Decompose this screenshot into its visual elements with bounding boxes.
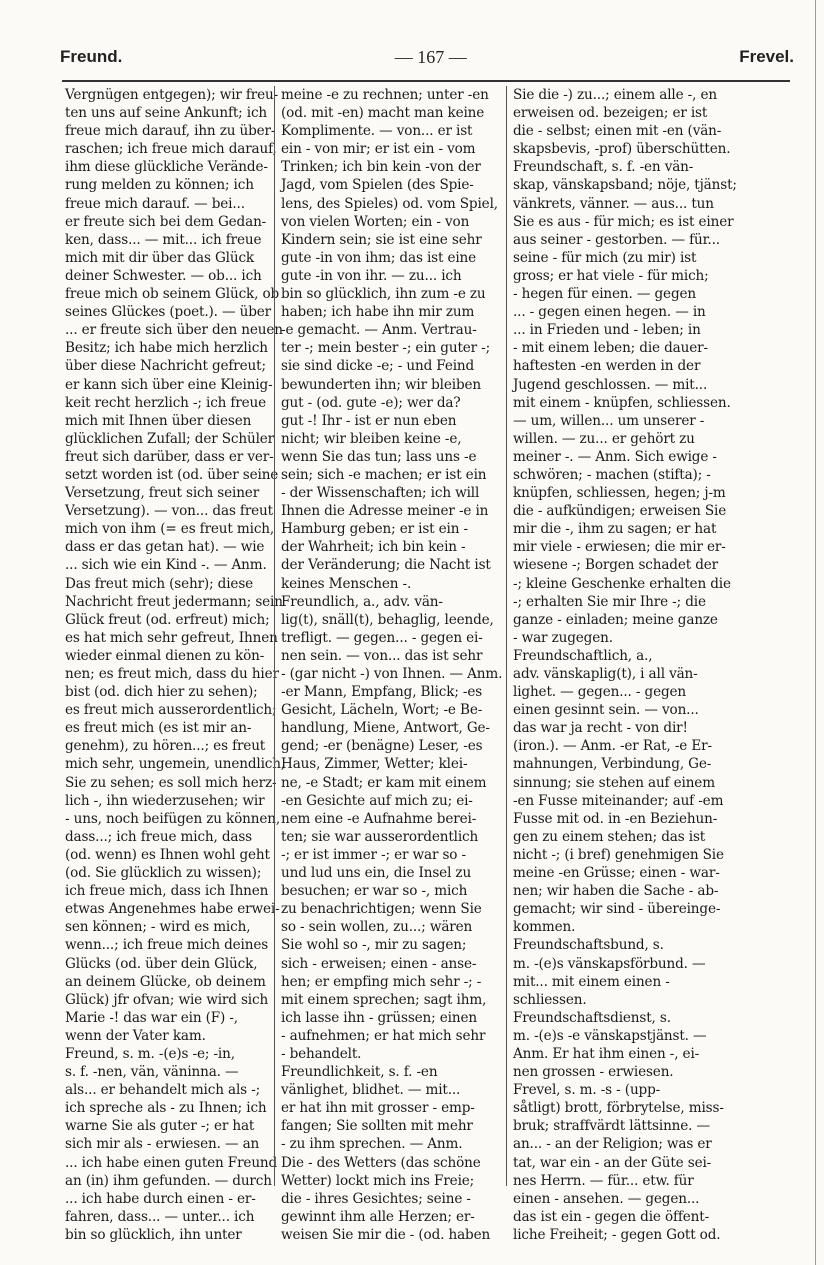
text-line: freue mich darauf, ihn zu über- [65,123,276,140]
text-line: wiesene -; Borgen schadet der [513,557,719,574]
text-line: glücklichen Zufall; der Schüler [65,430,275,447]
text-line: ... er freute sich über den neuen [65,322,283,339]
text-line: nen grossen - erwiesen. [513,1064,674,1081]
text-line: Versetzung, freut sich seiner [65,485,260,502]
text-line: mit einem - knüpfen, schliessen. [513,394,731,411]
text-line: mich sehr, ungemein, unendlich, [65,756,286,773]
text-line: Sie es aus - für mich; es ist einer [513,213,734,230]
text-line: (iron.). — Anm. -er Rat, -e Er- [513,738,712,755]
text-line: über diese Nachricht gefreut; [65,358,266,375]
text-line: ihm diese glückliche Verände- [65,159,268,176]
text-line: skapsbevis, -prof) überschütten. [513,141,731,158]
text-line: Haus, Zimmer, Wetter; klei- [281,756,468,773]
text-line: kommen. [513,919,576,936]
text-line: mir viele - erwiesen; die mir er- [513,539,726,556]
text-line: freut sich darüber, dass er ver- [65,448,274,465]
text-line: Die - des Wetters (das schöne [281,1154,481,1171]
header-left-headword: Freund. [60,47,123,66]
header-right-headword: Frevel. [739,47,794,66]
text-line: — um, willen... um unserer - [513,412,705,429]
text-line: Glück) jfr ofvan; wie wird sich [65,991,269,1008]
text-line: seine - für mich (zu mir) ist [513,249,697,266]
text-line: (od. Sie glücklich zu wissen); [65,865,262,882]
text-line: s. f. -nen, vän, väninna. — [65,1064,239,1081]
text-line: etwas Angenehmes habe erwei- [65,901,280,918]
text-line: die - selbst; einen mit -en (vän- [513,123,722,140]
text-line: es hat mich sehr gefreut, Ihnen [65,629,278,646]
text-line: Sie die -) zu...; einem alle -, en [513,87,717,103]
text-line: ich lasse ihn - grüssen; einen [281,1009,477,1026]
text-line: das war ja recht - von dir! [513,720,688,737]
text-line: m. -(e)s vänskapsförbund. — [513,955,706,972]
text-line: mit... mit einem einen - [513,973,670,990]
text-line: Besitz; ich habe mich herzlich [65,340,268,357]
text-line: wenn der Vater kam. [65,1027,206,1044]
page-header [60,42,794,72]
text-line: nicht; wir bleiben keine -e, [281,430,462,447]
text-line: Anm. Er hat ihm einen -, ei- [513,1045,700,1062]
text-line: Glück freut (od. erfreut) mich; [65,611,270,628]
text-line: gute -in von ihr. — zu... ich [281,267,462,284]
text-line: er hat ihn mit grosser - emp- [281,1100,475,1117]
text-line: handlung, Miene, Antwort, Ge- [281,720,490,737]
text-line: Freundlichkeit, s. f. -en [281,1064,438,1081]
text-line: von vielen Worten; ein - von [281,213,470,230]
text-line: einen - ansehen. — gegen... [513,1190,700,1207]
text-line: rung melden zu können; ich [65,177,254,194]
text-line: Freund, s. m. -(e)s -e; -in, [65,1045,235,1062]
text-line: Freundlich, a., adv. vän- [281,593,443,610]
text-line: mahnungen, Verbindung, Ge- [513,756,712,773]
text-line: ten uns auf seine Ankunft; ich [65,105,268,122]
text-line: bin so glücklich, ihn unter [65,1226,242,1243]
text-line: Wetter) lockt mich ins Freie; [281,1172,475,1189]
text-line: gend; -er (benägne) Leser, -es [281,738,483,755]
text-line: sich - erweisen; einen - anse- [281,955,477,972]
text-line: bruk; straffvärdt lättsinne. — [513,1118,710,1135]
text-line: Fusse mit od. in -en Beziehun- [513,810,718,827]
text-line: Frevel, s. m. -s - (upp- [513,1082,661,1099]
text-line: einen gesinnt sein. — von... [513,702,699,719]
text-line: -; er ist immer -; er war so - [281,846,466,863]
text-line: ... sich wie ein Kind -. — Anm. [65,557,267,574]
text-line: Jagd, vom Spielen (des Spie- [281,177,474,194]
text-line: an... - an der Religion; was er [513,1136,712,1153]
text-line: Freundschaftsbund, s. [513,937,664,954]
text-line: zu benachrichtigen; wenn Sie [281,901,482,918]
text-line: ten; sie war ausserordentlich [281,828,479,845]
text-line: Gesicht, Lächeln, Wort; -e Be- [281,702,483,719]
text-line: er kann sich über eine Kleinig- [65,376,273,393]
text-line: gemacht; wir sind - übereinge- [513,901,721,918]
page-edge [815,0,816,1265]
text-line: besuchen; er war so -, mich [281,883,468,900]
text-line: wenn...; ich freue mich deines [65,937,269,954]
text-line: Hamburg geben; er ist ein - [281,521,468,538]
text-line: ich spreche als - zu Ihnen; ich [65,1100,267,1117]
text-line: Kindern sein; sie ist eine sehr [281,231,482,248]
text-line: die - ihres Gesichtes; seine - [281,1190,471,1207]
text-line: er freute sich bei dem Gedan- [65,213,267,230]
text-line: ... ich habe einen guten Freund [65,1154,278,1171]
text-line: -; erhalten Sie mir Ihre -; die [513,593,706,610]
text-line: mit einem sprechen; sagt ihm, [281,991,487,1008]
text-line: -; kleine Geschenke erhalten die [513,575,731,592]
text-line: sinnung; sie stehen auf einem [513,774,715,791]
text-line: wenn Sie das tun; lass uns -e [281,448,477,465]
text-line: knüpfen, schliessen, hegen; j-m [513,485,726,502]
text-columns [65,86,811,1243]
text-line: mir die -, ihm zu sagen; er hat [513,521,717,538]
text-line: fahren, dass... — unter... ich [65,1208,255,1225]
text-line: nen sein. — von... das ist sehr [281,647,483,664]
text-line: bin so glücklich, ihn zum -e zu [281,286,486,303]
text-line: haben; ich habe ihn mir zum [281,304,475,321]
text-line: - mit einem leben; die dauer- [513,340,708,357]
text-line: Jugend geschlossen. — mit... [513,376,708,393]
text-line: dass er das getan hat). — wie [65,539,265,556]
text-line: der Veränderung; die Nacht ist [281,557,491,574]
text-line: - zu ihm sprechen. — Anm. [281,1136,463,1153]
text-line: keines Menschen -. [281,575,412,592]
text-line: sen können; - wird es mich, [65,919,251,936]
text-line: mich mit dir über das Glück [65,249,255,266]
header-rule [62,80,790,82]
text-line: es freut mich (es ist mir an- [65,720,252,737]
text-line: lens, des Spieles) od. vom Spiel, [281,195,498,212]
text-line: - der Wissenschaften; ich will [281,485,480,502]
text-line: als... er behandelt mich als -; [65,1082,261,1099]
text-line: ter -; mein bester -; ein guter -; [281,340,491,357]
text-line: Versetzung). — von... das freut [65,503,273,520]
text-line: ne, -e Stadt; er kam mit einem [281,774,487,791]
text-line: vänlighet, blidhet. — mit... [281,1082,461,1099]
text-line: Ihnen die Adresse meiner -e in [281,503,489,520]
text-line: lighet. — gegen... - gegen [513,684,687,701]
text-line: fangen; Sie sollten mit mehr [281,1118,473,1135]
column-1 [65,86,286,1243]
text-line: schliessen. [513,991,587,1008]
text-line: ... ich habe durch einen - er- [65,1190,256,1207]
text-line: Freundschaftsdienst, s. [513,1009,671,1026]
text-line: haftesten -en werden in der [513,358,701,375]
text-line: hen; er empfing mich sehr -; - [281,973,482,990]
text-line: meine -en Grüsse; einen - war- [513,865,720,882]
text-line: die - aufkündigen; erweisen Sie [513,503,727,520]
text-line: adv. vänskaplig(t), i all vän- [513,666,698,682]
text-line: nicht -; (i bref) genehmigen Sie [513,846,724,863]
text-line: -en Fusse miteinander; auf -em [513,792,724,809]
text-line: -en Gesichte auf mich zu; ei- [281,792,473,809]
text-line: - war zugegen. [513,629,613,646]
text-line: bist (od. dich hier zu sehen); [65,684,258,701]
text-line: gut -! Ihr - ist er nun eben [281,412,457,429]
text-line: Sie zu sehen; es soll mich herz- [65,774,277,791]
text-line: Komplimente. — von... er ist [281,123,473,140]
text-line: freue mich darauf. — bei... [65,195,245,212]
text-line: ... in Frieden und - leben; in [513,322,701,339]
text-line: gross; er hat viele - für mich; [513,267,709,284]
text-line: skap, vänskapsband; nöje, tjänst; [513,177,737,194]
text-line: nem eine -e Aufnahme berei- [281,810,477,827]
text-line: aus seiner - gestorben. — für... [513,231,720,248]
text-line: schwören; - machen (stifta); - [513,466,711,483]
text-line: so - sein wollen, zu...; wären [281,919,473,936]
text-line: warne Sie als guter -; er hat [65,1118,255,1135]
text-line: sie sind dicke -e; - und Feind [281,358,475,375]
text-line: (od. mit -en) macht man keine [281,105,485,122]
text-line: es freut mich ausserordentlich; [65,702,277,719]
page-number: — 167 — [394,46,467,67]
text-line: sein; sich -e machen; er ist ein [281,466,487,483]
text-line: der Wahrheit; ich bin kein - [281,539,466,556]
text-line: - hegen für einen. — gegen [513,286,696,303]
text-line: liche Freiheit; - gegen Gott od. [513,1226,721,1243]
text-line: meiner -. — Anm. Sich ewige - [513,448,717,465]
text-line: ich freue mich, dass ich Ihnen [65,883,269,900]
text-line: Vergnügen entgegen); wir freu- [65,87,279,103]
text-line: erweisen od. bezeigen; er ist [513,105,708,122]
text-line: Nachricht freut jedermann; sein [65,593,283,610]
text-line: Trinken; ich bin kein -von der [281,159,481,176]
text-line: freue mich ob seinem Glück, ob [65,286,280,303]
text-line: ken, dass... — mit... ich freue [65,231,262,248]
text-line: an deinem Glücke, ob deinem [65,973,266,990]
text-line: an (in) ihm gefunden. — durch [65,1172,272,1189]
text-line: keit recht herzlich -; ich freue [65,394,267,411]
text-line: nen; wir haben die Sache - ab- [513,883,719,900]
text-line: deiner Schwester. — ob... ich [65,267,262,284]
text-line: willen. — zu... er gehört zu [513,430,695,447]
text-line: gen zu einem stehen; das ist [513,828,706,845]
text-line: dass...; ich freue mich, dass [65,828,253,845]
text-line: Marie -! das war ein (F) -, [65,1009,238,1026]
text-line: Glücks (od. über dein Glück, [65,955,258,972]
text-line: - behandelt. [281,1045,362,1062]
text-line: raschen; ich freue mich darauf, [65,141,277,158]
text-line: vänkrets, vänner. — aus... tun [513,195,714,212]
text-line: (od. wenn) es Ihnen wohl geht [65,846,270,863]
text-line: gute -in von ihm; das ist eine [281,249,477,266]
text-line: ... - gegen einen hegen. — in [513,304,706,321]
text-line: seines Glückes (poet.). — über [65,304,271,321]
text-line: lig(t), snäll(t), behaglig, leende, [281,611,494,628]
text-line: tat, war ein - an der Güte sei- [513,1154,712,1171]
text-line: trefligt. — gegen... - gegen ei- [281,629,483,646]
text-line: Freundschaftlich, a., [513,647,653,664]
text-line: gut - (od. gute -e); wer da? [281,394,461,411]
text-line: -er Mann, Empfang, Blick; -es [281,684,483,701]
text-line: genehm), zu hören...; es freut [65,738,266,755]
text-line: wieder einmal dienen zu kön- [65,647,265,664]
text-line: såtligt) brott, förbrytelse, miss- [513,1100,724,1117]
text-line: Freundschaft, s. f. -en vän- [513,159,694,176]
text-line: Das freut mich (sehr); diese [65,575,254,592]
text-line: nen; es freut mich, dass du hier [65,666,279,682]
text-line: Sie wohl so -, mir zu sagen; [281,937,467,954]
text-line: ganze - einladen; meine ganze [513,611,718,628]
text-line: das ist ein - gegen die öffent- [513,1208,710,1225]
text-line: setzt worden ist (od. über seine [65,466,279,483]
text-line: bewunderten ihn; wir bleiben [281,376,482,393]
text-line: m. -(e)s -e vänskapstjänst. — [513,1027,707,1044]
text-line: nes Herrn. — für... etw. für [513,1172,694,1189]
text-line: mich mit Ihnen über diesen [65,412,252,429]
column-2 [274,86,506,1243]
column-3 [506,86,737,1243]
text-line: - aufnehmen; er hat mich sehr [281,1027,486,1044]
text-line: -e gemacht. — Anm. Vertrau- [281,322,477,339]
text-line: sich mir als - erwiesen. — an [65,1136,260,1153]
text-line: meine -e zu rechnen; unter -en [281,87,489,103]
text-line: mich von ihm (= es freut mich, [65,521,275,538]
text-line: lich -, ihn wiederzusehen; wir [65,792,265,809]
text-line: - uns, noch beifügen zu können, [65,810,281,827]
text-line: gewinnt ihm alle Herzen; er- [281,1208,475,1225]
text-line: weisen Sie mir die - (od. haben [281,1226,491,1243]
text-line: ein - von mir; er ist ein - vom [281,141,476,158]
text-line: und lud uns ein, die Insel zu [281,865,472,882]
text-line: - (gar nicht -) von Ihnen. — Anm. [281,666,503,682]
